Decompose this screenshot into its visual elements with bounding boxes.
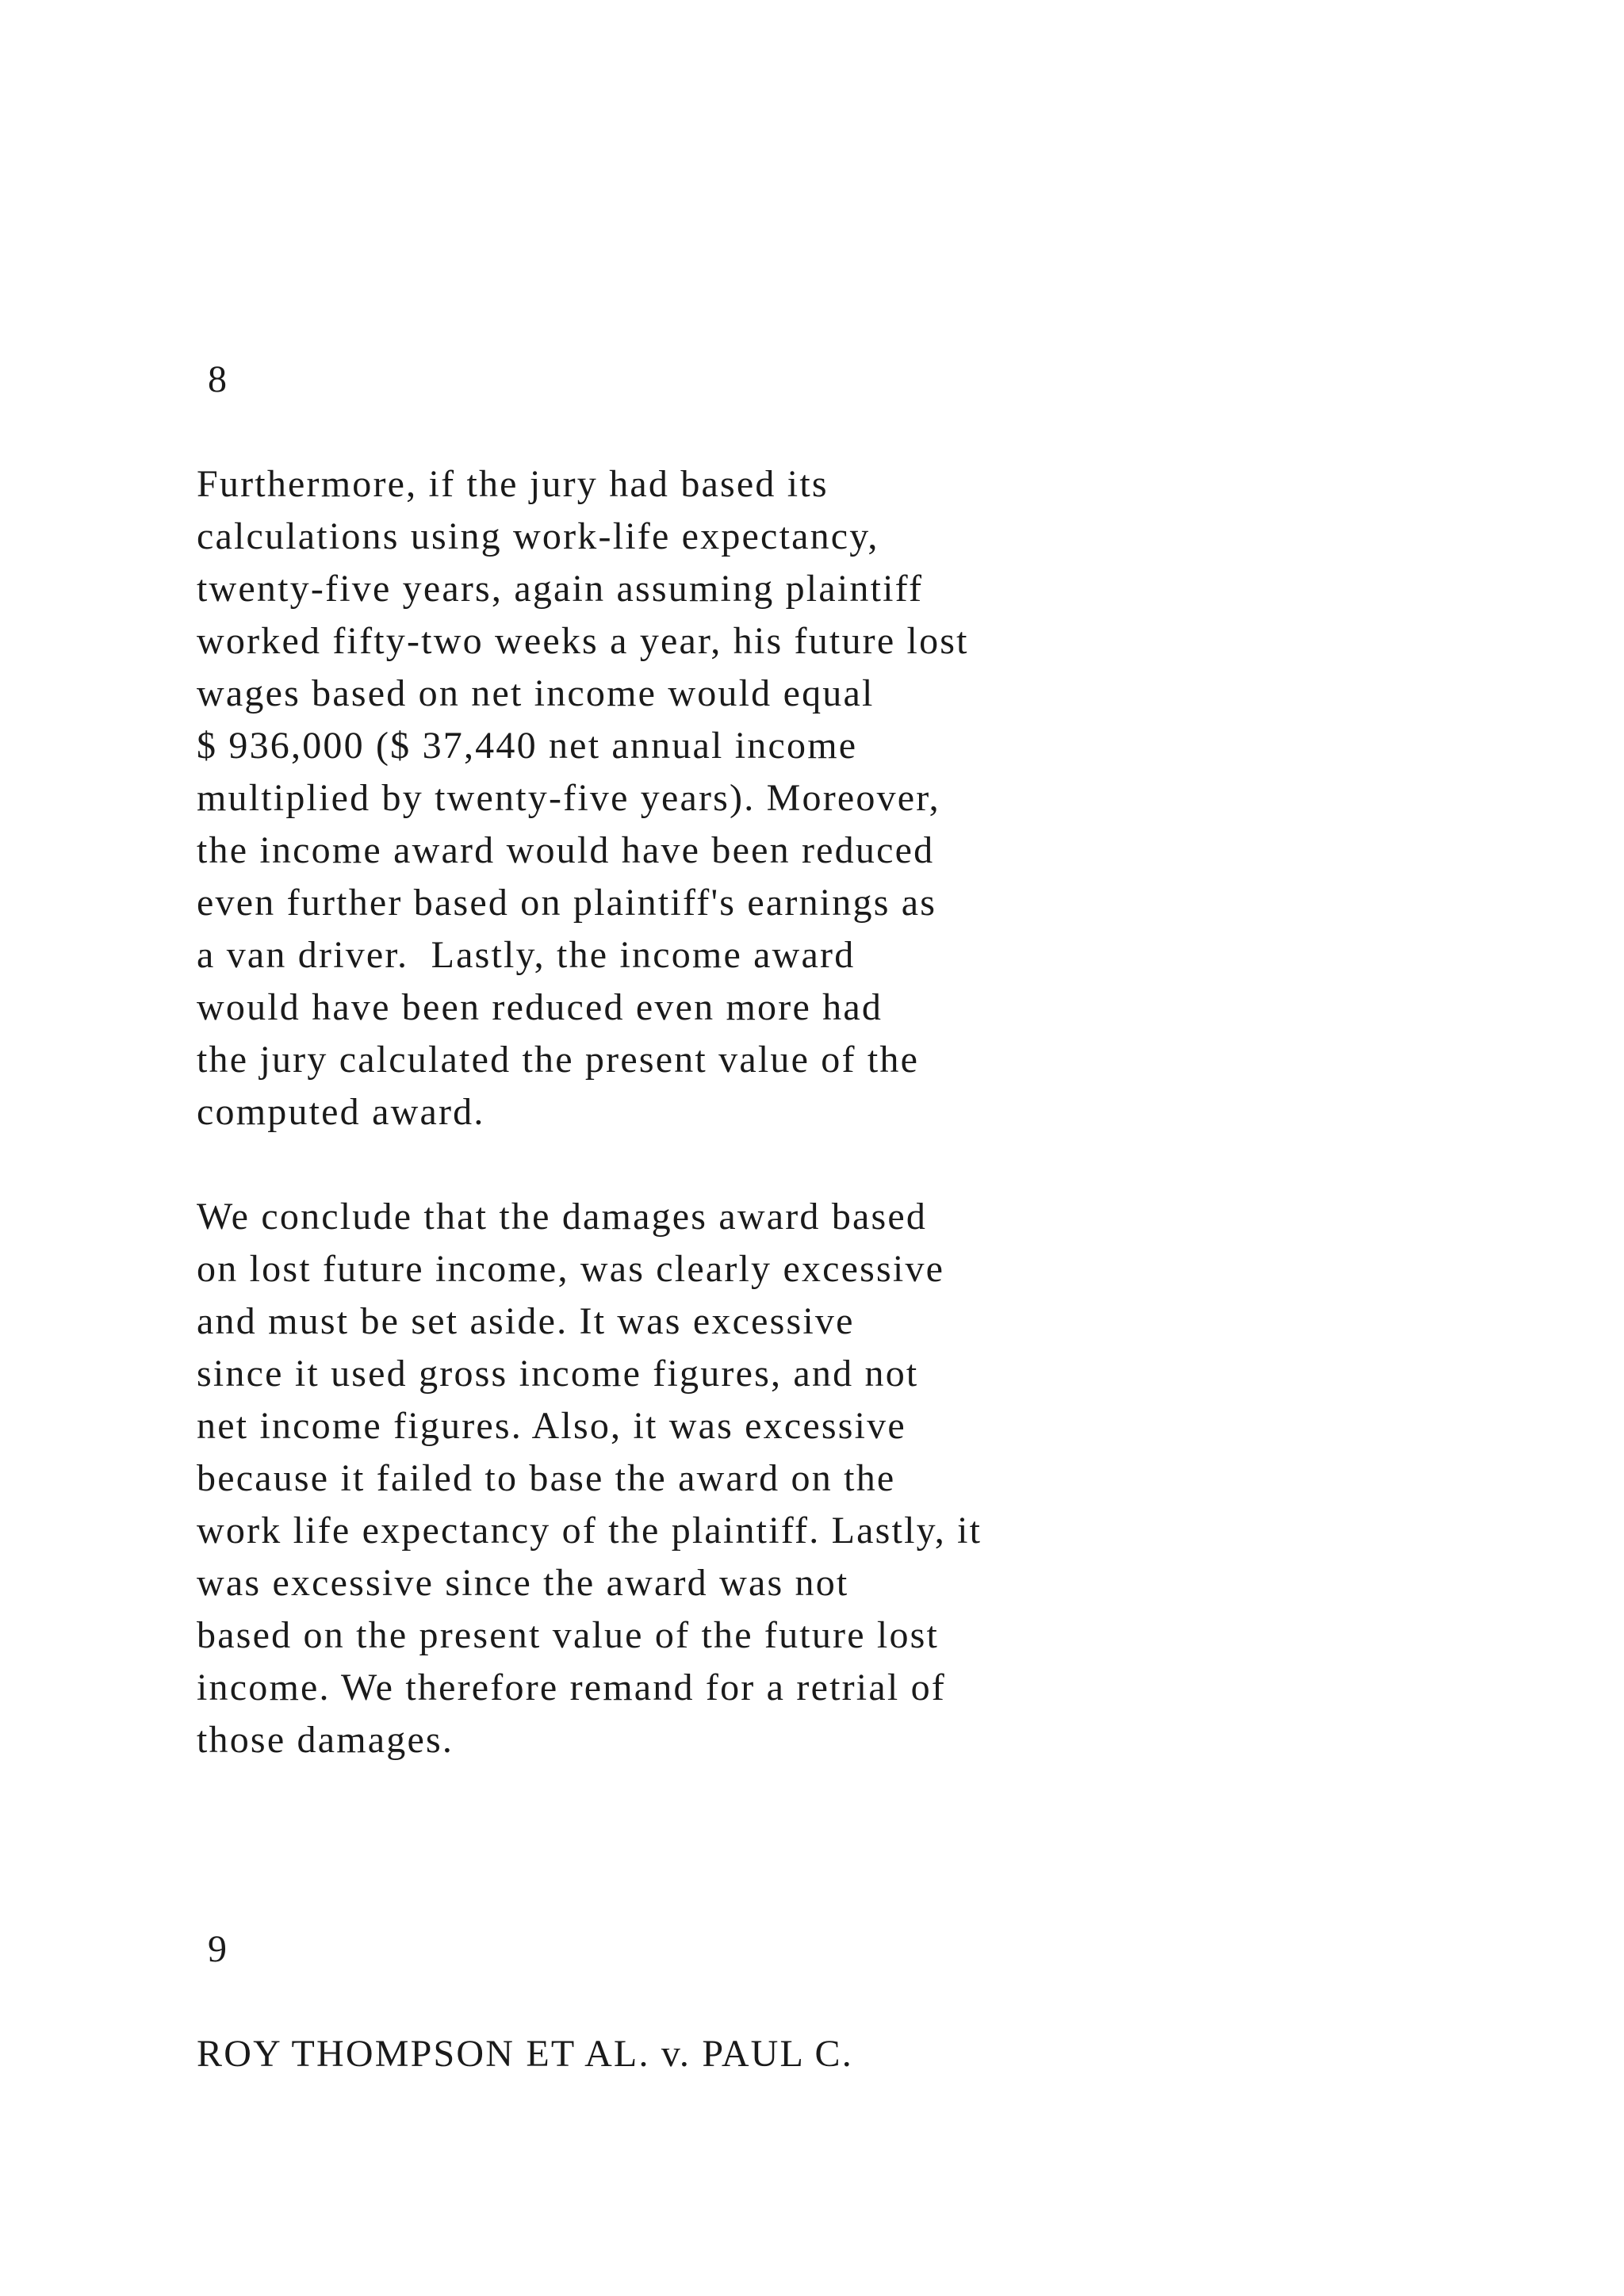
paragraph-line: on lost future income, was clearly excessive [197, 1248, 945, 1290]
paragraph-line: based on the present value of the future lost [197, 1614, 940, 1656]
paragraph-line: wages based on net income would equal [197, 672, 875, 714]
paragraph-line: worked fifty-two weeks a year, his future lost [197, 620, 969, 662]
paragraph-line: the jury calculated the present value of the [197, 1039, 920, 1081]
paragraph-line: computed award. [197, 1091, 485, 1133]
paragraph-line: $ 936,000 ($ 37,440 net annual income [197, 725, 858, 767]
paragraph-line: since it used gross income figures, and not [197, 1353, 919, 1395]
paragraph-line: calculations using work-life expectancy, [197, 515, 879, 557]
paragraph-line: We conclude that the damages award based [197, 1196, 928, 1238]
paragraph-line: was excessive since the award was not [197, 1562, 849, 1604]
paragraph-line: income. We therefore remand for a retrial of [197, 1667, 946, 1709]
page-number-8: 8 [208, 358, 227, 400]
paragraph-line: a van driver. Lastly, the income award [197, 934, 856, 976]
paragraph-line: twenty-five years, again assuming plaintiff [197, 568, 924, 610]
paragraph-line: net income figures. Also, it was excessive [197, 1405, 906, 1447]
paragraph-line: because it failed to base the award on the [197, 1457, 896, 1499]
case-heading: ROY THOMPSON ET AL. v. PAUL C. [197, 2033, 853, 2075]
paragraph-line: Furthermore, if the jury had based its [197, 463, 829, 505]
page-number-9: 9 [208, 1928, 227, 1970]
paragraph-line: work life expectancy of the plaintiff. Lastly, it [197, 1510, 982, 1552]
paragraph-line: would have been reduced even more had [197, 986, 883, 1028]
paragraph-line: even further based on plaintiff's earnings as [197, 882, 937, 924]
paragraph-line: the income award would have been reduced [197, 829, 935, 871]
paragraph-line: multiplied by twenty-five years). Moreover, [197, 777, 940, 819]
paragraph-line: and must be set aside. It was excessive [197, 1300, 855, 1342]
paragraph-line: those damages. [197, 1719, 454, 1761]
